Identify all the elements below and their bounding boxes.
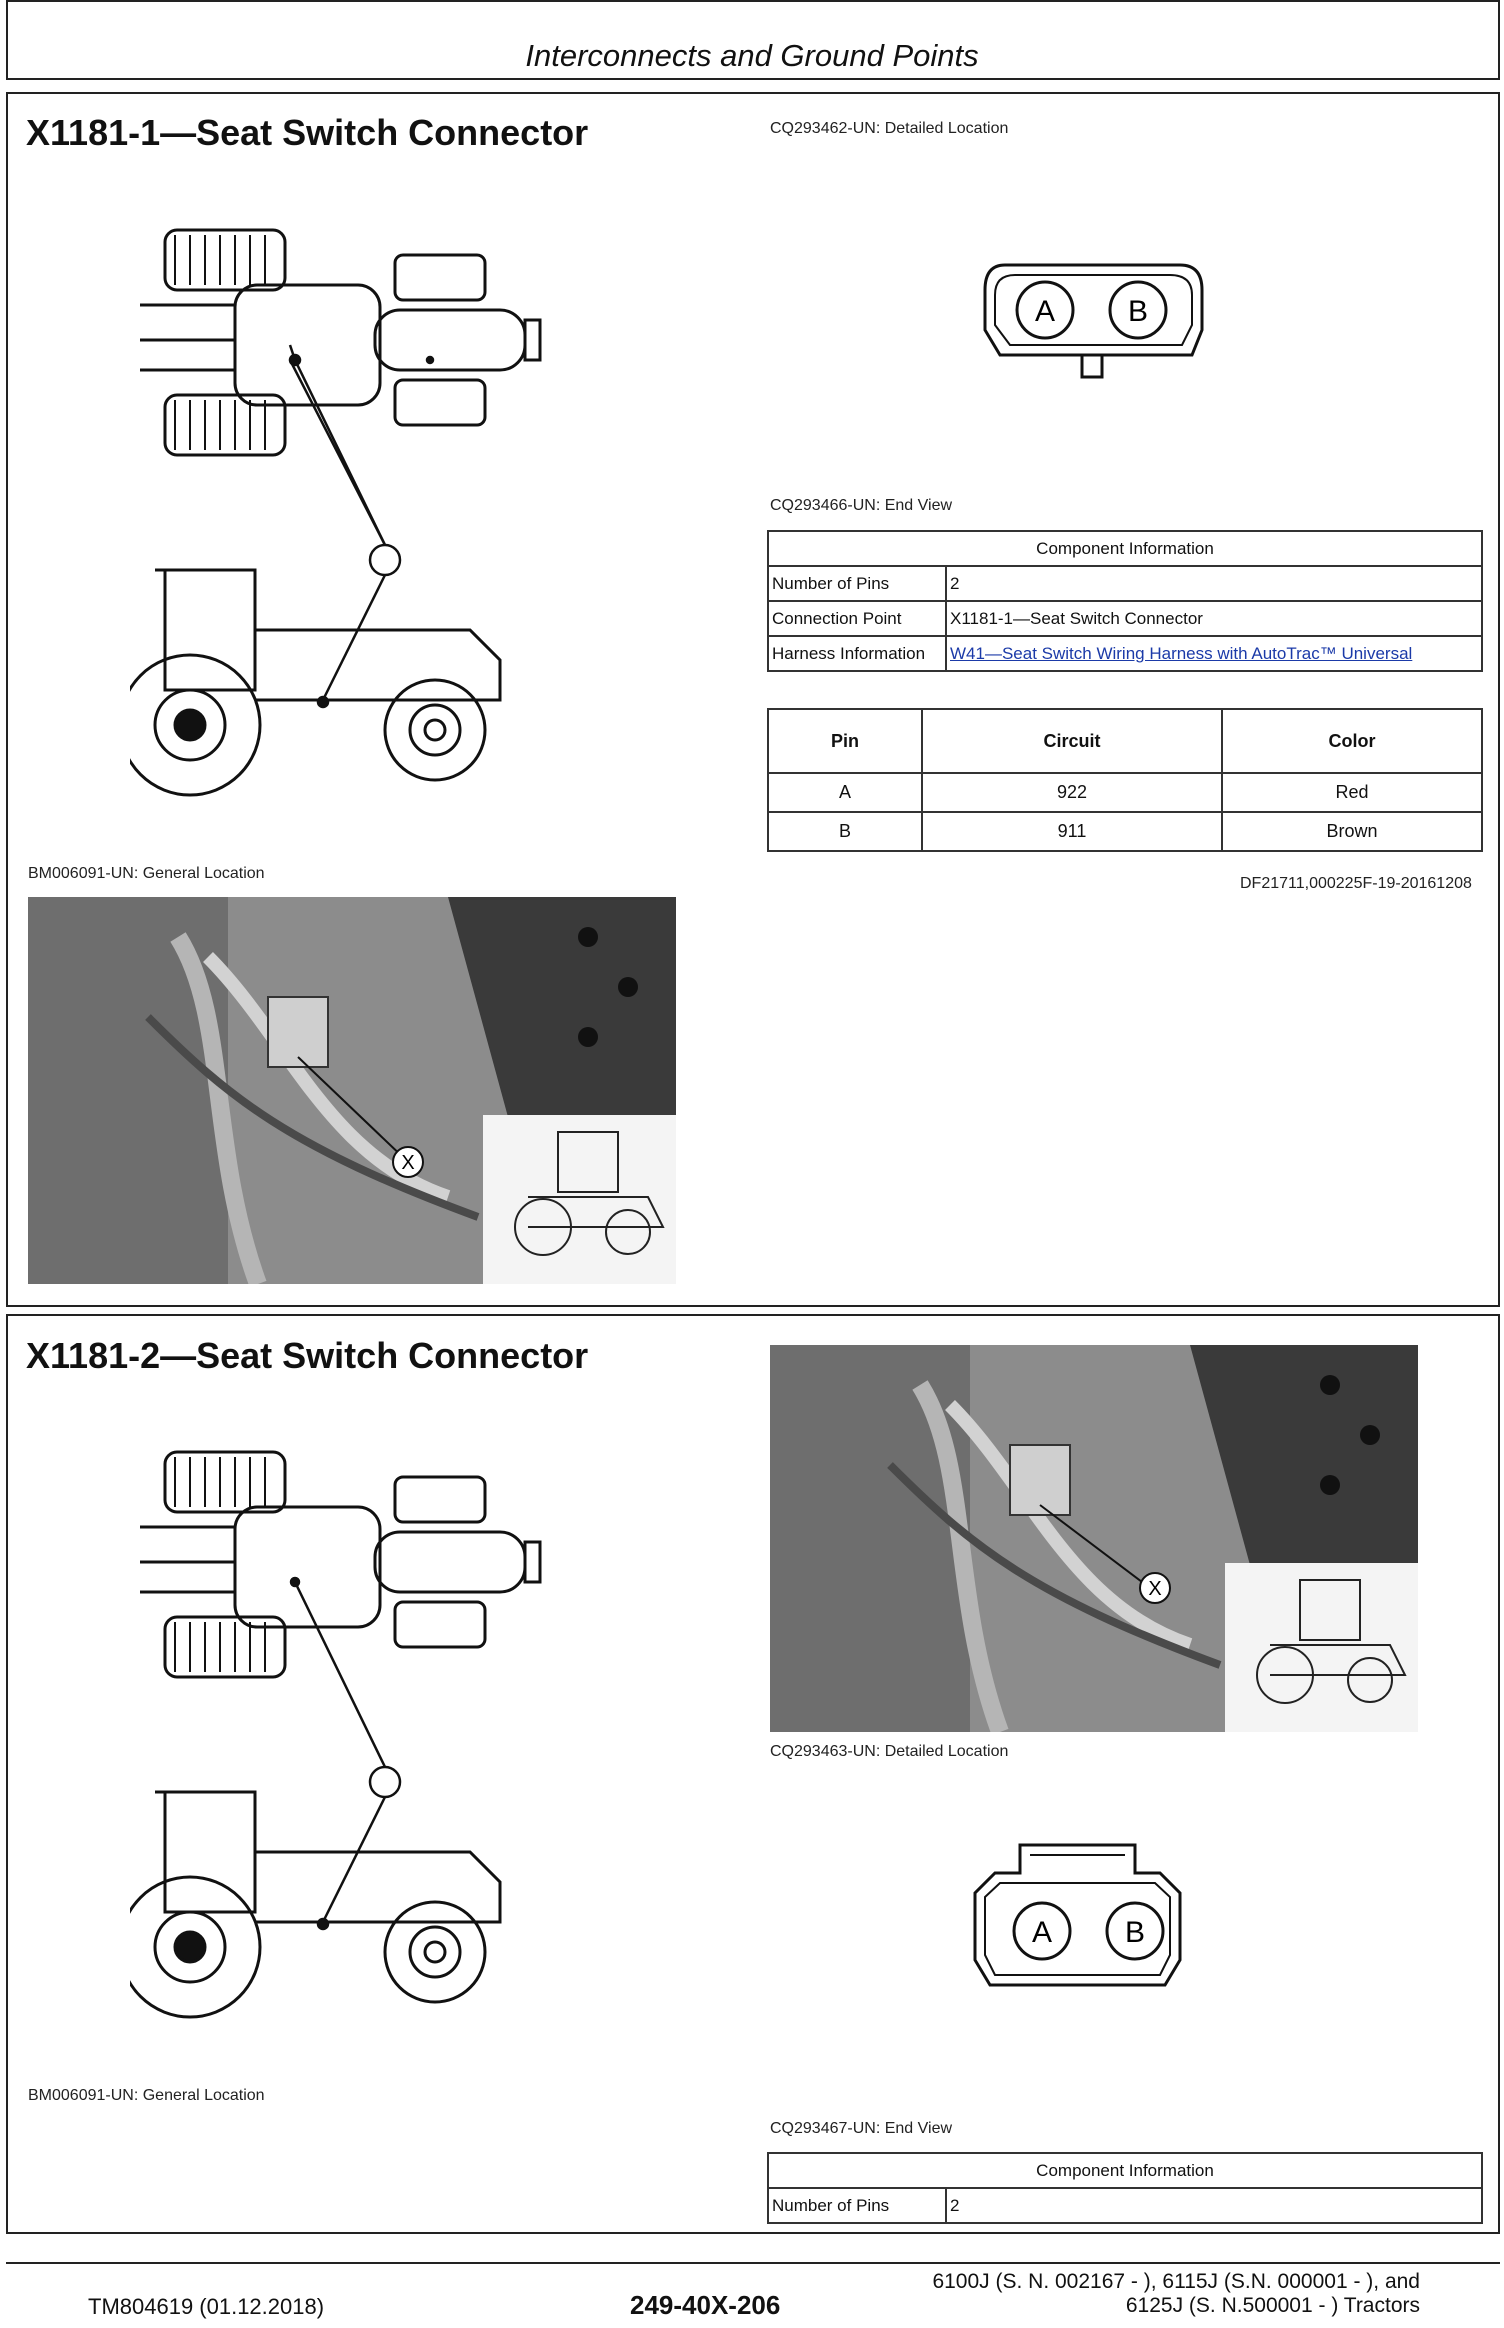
table-row: [768, 601, 1482, 636]
section1-pin-table: [767, 708, 1483, 852]
tractor-side-view: [130, 570, 500, 795]
section1-general-caption: BM006091-UN: General Location: [28, 865, 265, 882]
section2-component-info-table: [767, 2152, 1483, 2224]
section1-location-photo: [28, 897, 676, 1284]
section1-pin-b-label: B: [1127, 295, 1149, 328]
section2-end-view-caption: CQ293467-UN: End View: [770, 2120, 953, 2137]
tractor-top-view: [140, 230, 540, 455]
color-cell: Brown: [1222, 812, 1482, 851]
section2-pin-a-label: A: [1031, 1916, 1053, 1949]
section1-component-info-table: [767, 530, 1483, 672]
page-header-title: Interconnects and Ground Points: [525, 38, 979, 73]
table-row: [768, 812, 1482, 851]
section1-end-view-caption: CQ293466-UN: End View: [770, 497, 953, 514]
table-row: [768, 2188, 1482, 2223]
tractor-top-view: [140, 1452, 540, 1677]
pin-cell: B: [768, 812, 922, 851]
footer-divider: [6, 2262, 1500, 2264]
row-label: Number of Pins: [768, 2188, 946, 2223]
component-info-header: Component Information: [768, 531, 1482, 566]
harness-info-link[interactable]: W41—Seat Switch Wiring Harness with AutoTrac™ Universal: [950, 643, 1413, 663]
footer-page-number: 249-40X-206: [630, 2290, 781, 2320]
circuit-column-header: Circuit: [922, 709, 1222, 773]
row-value: 2: [946, 2188, 1482, 2223]
color-cell: Red: [1222, 773, 1482, 812]
section1-detail-caption: CQ293462-UN: Detailed Location: [770, 120, 1009, 137]
section1-doc-id: DF21711,000225F-19-20161208: [1240, 875, 1472, 892]
footer-models-line1: 6100J (S. N. 002167 - ), 6115J (S.N. 000001 - ), and: [932, 2270, 1420, 2293]
table-row: [768, 773, 1482, 812]
footer-doc-number: TM804619 (01.12.2018): [88, 2294, 325, 2319]
color-column-header: Color: [1222, 709, 1482, 773]
tractor-side-view: [130, 1792, 500, 2017]
section1-tractor-diagram: [130, 220, 590, 820]
row-label: Harness Information: [768, 636, 946, 671]
component-info-header: Component Information: [768, 2153, 1482, 2188]
section2-callout-x: X: [1148, 1578, 1162, 1600]
section1-pin-a-label: A: [1034, 295, 1056, 328]
section2-location-photo: [770, 1345, 1418, 1732]
row-label: Connection Point: [768, 601, 946, 636]
circuit-cell: 922: [922, 773, 1222, 812]
row-value: X1181-1—Seat Switch Connector: [946, 601, 1482, 636]
circuit-cell: 911: [922, 812, 1222, 851]
section1-callout-x: X: [401, 1152, 415, 1174]
pin-column-header: Pin: [768, 709, 922, 773]
footer-models-line2: 6125J (S. N.500001 - ) Tractors: [1125, 2294, 1420, 2317]
section2-pin-b-label: B: [1124, 1916, 1146, 1949]
section2-general-caption: BM006091-UN: General Location: [28, 2087, 265, 2104]
section2-connector-end-view: [965, 1835, 1190, 1995]
section2-title: X1181-2—Seat Switch Connector: [26, 1335, 589, 1376]
row-label: Number of Pins: [768, 566, 946, 601]
section1-title: X1181-1—Seat Switch Connector: [26, 112, 589, 153]
section2-detail-caption: CQ293463-UN: Detailed Location: [770, 1743, 1009, 1760]
table-row: [768, 566, 1482, 601]
footer-models: [880, 2270, 1420, 2318]
pin-cell: A: [768, 773, 922, 812]
section1-connector-end-view: [970, 255, 1215, 390]
row-value: 2: [946, 566, 1482, 601]
section2-tractor-diagram: [130, 1442, 590, 2042]
table-row: [768, 636, 1482, 671]
